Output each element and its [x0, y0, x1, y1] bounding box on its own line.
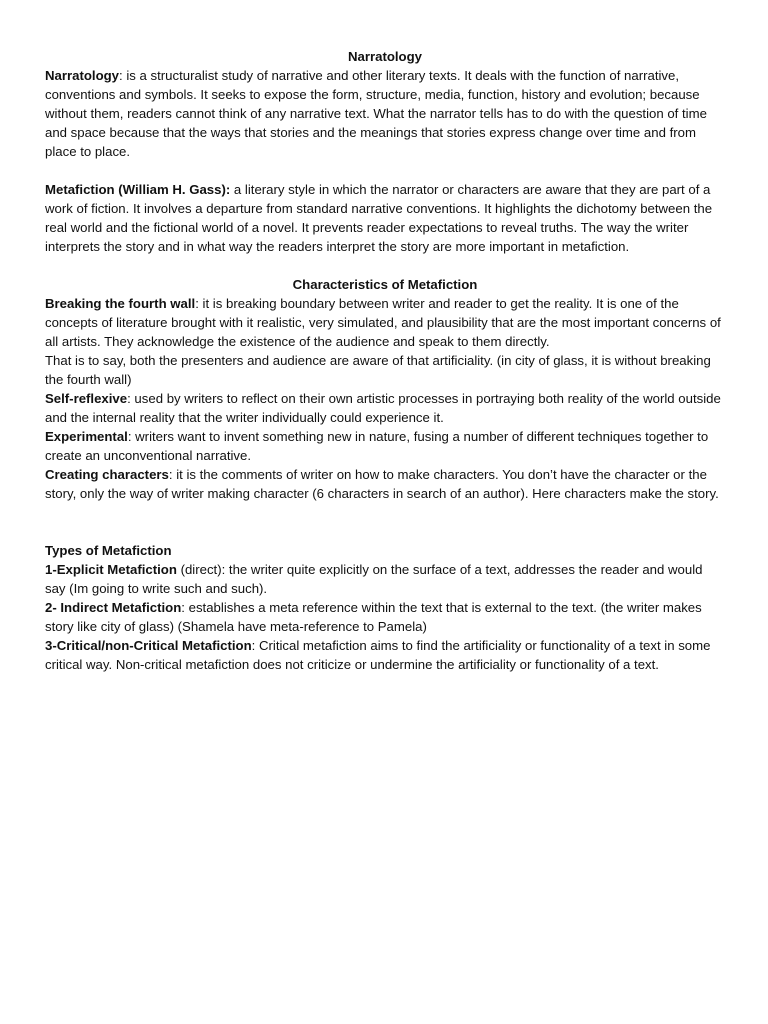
characteristic-text: : writers want to invent something new in nature, fusing a number of different techniques together to create an unconventional narrative. [45, 429, 709, 463]
narratology-term: Narratology [45, 68, 120, 83]
type-item [45, 636, 725, 674]
narratology-text: : is a structuralist study of narrative and other literary texts. It deals with the function of narrative, conventions and symbols. It seeks to expose the form, structure, media, function, history and evolution; because without them, readers cannot think of any narrative text. What the narrator tells has to do with the question of time and space because that the ways that stories and the meanings that stories express change over time and from place to place. [45, 68, 707, 159]
characteristic-text: : used by writers to reflect on their own artistic processes in portraying both reality of the world outside and the internal reality that the writer individually could experience it. [45, 391, 721, 425]
metafiction-paragraph [45, 180, 725, 256]
characteristic-text: : it is breaking boundary between writer and reader to get the reality. It is one of the concepts of literature brought with it realistic, very simulated, and plausibility that are the most important concerns of all artists. They acknowledge the existence of the audience and speak to them directly. [45, 296, 721, 349]
characteristics-heading: Characteristics of Metafiction [292, 277, 478, 292]
characteristic-text: : it is the comments of writer on how to make characters. You don’t have the character or the story, only the way of writer making character (6 characters in search of an author). Here characters make the story. [45, 467, 719, 501]
characteristic-item [45, 351, 725, 389]
narratology-paragraph [45, 66, 725, 161]
characteristic-term: Experimental [45, 429, 128, 444]
metafiction-term: Metafiction (William H. Gass): [45, 182, 231, 197]
type-term: 3-Critical/non-Critical Metafiction [45, 638, 252, 653]
type-item [45, 560, 725, 598]
metafiction-text: a literary style in which the narrator or characters are aware that they are part of a work of fiction. It involves a departure from standard narrative conventions. It highlights the dichotomy between the real world and the fictional world of a novel. It prevents reader expectations to reveal truths. The way the writer interprets the story and in what way the readers interpret the story are more important in metafiction. [45, 182, 713, 254]
document-page [45, 47, 725, 674]
type-text: (direct): the writer quite explicitly on the surface of a text, addresses the reader and would say (Im going to write such and such). [45, 562, 703, 596]
spacer [45, 256, 725, 275]
type-term: 1-Explicit Metafiction [45, 562, 177, 577]
spacer [45, 161, 725, 180]
characteristic-term: Self-reflexive [45, 391, 128, 406]
characteristic-item [45, 427, 725, 465]
types-heading [45, 541, 725, 560]
type-text: : Critical metafiction aims to find the artificiality or functionality of a text in some critical way. Non-critical metafiction does not criticize or undermine the artificiality or functionality of a text. [45, 638, 711, 672]
type-text: : establishes a meta reference within the text that is external to the text. (the writer makes story like city of glass) (Shamela have meta-reference to Pamela) [45, 600, 702, 634]
types-heading-text: Types of Metafiction [45, 543, 172, 558]
characteristic-term: Breaking the fourth wall [45, 296, 196, 311]
characteristic-text: That is to say, both the presenters and audience are aware of that artificiality. (in city of glass, it is without breaking the fourth wall) [45, 353, 711, 387]
characteristic-term: Creating characters [45, 467, 169, 482]
type-item [45, 598, 725, 636]
characteristic-item [45, 294, 725, 351]
characteristic-item [45, 465, 725, 503]
page-title: Narratology [347, 49, 422, 64]
characteristic-item [45, 389, 725, 427]
spacer [45, 503, 725, 541]
type-term: 2- Indirect Metafiction [45, 600, 182, 615]
